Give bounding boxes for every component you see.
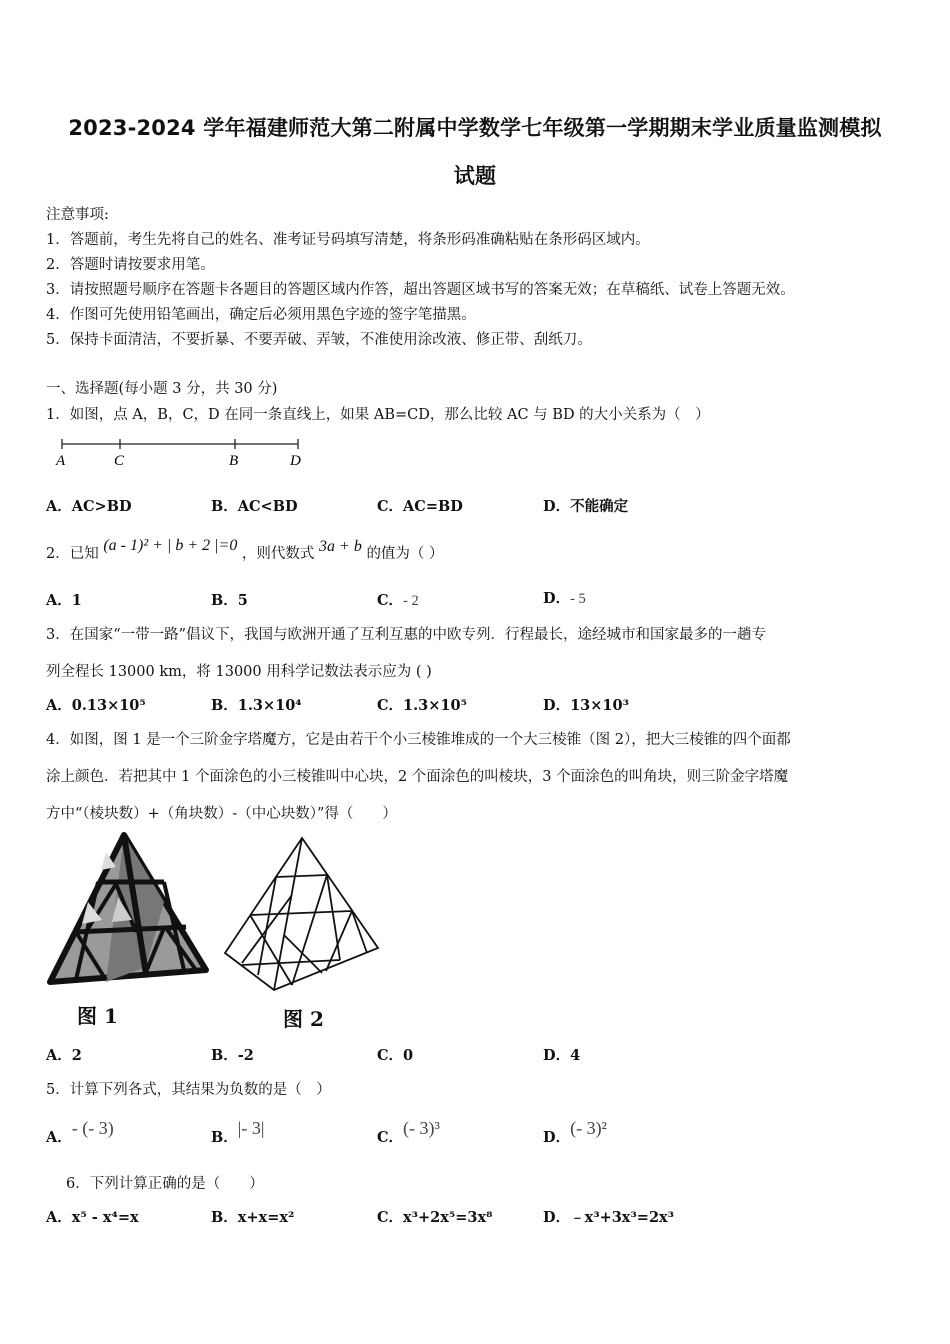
- tetrahedron-grid-line: [250, 911, 352, 915]
- tetrahedron-grid-line: [352, 911, 367, 953]
- tetrahedron-grid-line: [284, 935, 322, 973]
- figure-1-pyramid-puzzle: [46, 832, 216, 992]
- point-label-c: C: [114, 453, 125, 469]
- option-label: D．: [543, 1129, 571, 1146]
- option-label: C．: [377, 592, 404, 609]
- q3-option-d[interactable]: D．13×10³: [543, 697, 629, 714]
- q4-option-d[interactable]: D．4: [543, 1047, 581, 1064]
- figure-2-caption: 图 2: [283, 1007, 324, 1031]
- figure-1-caption: 图 1: [77, 1004, 118, 1028]
- tetrahedron-grid-line: [327, 875, 340, 960]
- q4-option-b[interactable]: B．-2: [211, 1047, 254, 1064]
- notice-item-2: 2．答题时请按要求用笔。: [46, 257, 215, 273]
- q5-option-b[interactable]: [211, 1118, 265, 1146]
- q3-option-a[interactable]: A．0.13×10⁵: [46, 697, 146, 714]
- question-4-line3: 方中“（棱块数）+（角块数）-（中心块数）”得（ ）: [46, 806, 397, 822]
- q5-option-a[interactable]: [46, 1118, 114, 1146]
- option-value: - (- 3): [71, 1118, 114, 1138]
- q6-option-d[interactable]: D．﹣x³+3x³=2x³: [543, 1209, 675, 1226]
- option-label: B．: [211, 592, 238, 609]
- option-value: 5: [237, 592, 248, 609]
- q1-option-d[interactable]: D．不能确定: [543, 498, 629, 515]
- notice-item-1: 1．答题前，考生先将自己的姓名、准考证号码填写清楚，将条形码准确粘贴在条形码区域内。: [46, 232, 650, 248]
- option-value: (- 3)³: [403, 1118, 440, 1138]
- tetrahedron-grid-line: [242, 960, 340, 965]
- q3-option-c[interactable]: C．1.3×10⁵: [377, 697, 467, 714]
- option-label: D．: [543, 590, 571, 607]
- point-label-d: D: [290, 453, 301, 469]
- option-value: - 2: [403, 593, 419, 609]
- q1-option-b[interactable]: B．AC<BD: [211, 498, 298, 515]
- option-label: C．: [377, 1129, 404, 1146]
- q2-option-a[interactable]: [46, 589, 82, 610]
- notice-item-5: 5．保持卡面清洁，不要折暴、不要弄破、弄皱，不准使用涂改液、修正带、刮纸刀。: [46, 332, 592, 348]
- notice-heading: 注意事项:: [46, 207, 109, 223]
- q2-expression: (a - 1)² + | b + 2 |=0: [103, 537, 238, 554]
- question-6-stem: 6．下列计算正确的是（ ）: [66, 1176, 264, 1192]
- question-1-stem: 1．如图，点 A，B，C，D 在同一条直线上，如果 AB=CD，那么比较 AC 与 BD 的大小关系为（ ）: [46, 407, 710, 423]
- q3-option-b[interactable]: B．1.3×10⁴: [211, 697, 302, 714]
- q5-option-c[interactable]: [377, 1118, 440, 1146]
- q2-prefix: 2．已知: [46, 546, 99, 562]
- question-2-stem: [46, 537, 444, 563]
- q6-option-c[interactable]: C．x³+2x⁵=3x⁸: [377, 1209, 493, 1226]
- question-3-line1: 3．在国家“一带一路”倡议下，我国与欧洲开通了互利互惠的中欧专列．行程最长，途经城市和国家最多的一趟专: [46, 627, 767, 643]
- q4-option-c[interactable]: C．0: [377, 1047, 414, 1064]
- tetrahedron-grid-line: [292, 875, 327, 985]
- figure-2-tetrahedron: [222, 835, 382, 993]
- option-value: 1: [71, 592, 82, 609]
- q6-option-b[interactable]: B．x+x=x²: [211, 1209, 295, 1226]
- point-label-a: A: [56, 453, 66, 469]
- q2-option-d[interactable]: [543, 587, 586, 608]
- q1-option-c[interactable]: C．AC=BD: [377, 498, 463, 515]
- tetrahedron-grid-line: [326, 911, 352, 971]
- page-title: 2023-2024 学年福建师范大第二附属中学数学七年级第一学期期末学业质量监测模拟: [68, 116, 882, 140]
- tetrahedron-grid-line: [276, 875, 327, 877]
- q6-option-a[interactable]: A．x⁵ - x⁴=x: [46, 1209, 139, 1226]
- option-label: A．: [46, 592, 72, 609]
- question-4-line1: 4．如图，图 1 是一个三阶金字塔魔方，它是由若干个小三棱锥堆成的一个大三棱锥（图 2），把大三棱锥的四个面都: [46, 732, 791, 748]
- q4-option-a[interactable]: A．2: [46, 1047, 82, 1064]
- q2-middle: ，则代数式: [241, 546, 315, 562]
- q2-suffix: 的值为（ ）: [366, 546, 444, 562]
- question-4-line2: 涂上颜色．若把其中 1 个面涂色的小三棱锥叫中心块，2 个面涂色的叫棱块，3 个面涂色的叫角块，则三阶金字塔魔: [46, 769, 789, 785]
- q1-option-a[interactable]: A．AC>BD: [46, 498, 132, 515]
- option-label: A．: [46, 1129, 72, 1146]
- notice-item-3: 3．请按照题号顺序在答题卡各题目的答题区域内作答，超出答题区域书写的答案无效；在草稿纸、试卷上答题无效。: [46, 282, 795, 298]
- tetrahedron-outline: [225, 838, 378, 990]
- option-value: |- 3|: [237, 1118, 265, 1138]
- question-5-stem: 5．计算下列各式，其结果为负数的是（ ）: [46, 1082, 331, 1098]
- q2-option-b[interactable]: [211, 589, 248, 610]
- notice-item-4: 4．作图可先使用铅笔画出，确定后必须用黑色字迹的签字笔描黑。: [46, 307, 476, 323]
- page-title-line2: 试题: [453, 164, 497, 188]
- option-value: - 5: [570, 591, 586, 607]
- q2-option-c[interactable]: [377, 589, 419, 610]
- question-3-line2: 列全程长 13000 km，将 13000 用科学记数法表示应为 ( ): [46, 664, 432, 680]
- option-label: B．: [211, 1129, 238, 1146]
- q2-algebraic-expression: 3a + b: [319, 538, 362, 555]
- q5-option-d[interactable]: [543, 1118, 607, 1146]
- option-value: (- 3)²: [570, 1118, 607, 1138]
- point-label-b: B: [229, 453, 239, 469]
- section-heading: 一、选择题(每小题 3 分，共 30 分): [46, 381, 278, 397]
- q1-line-figure: [50, 436, 320, 472]
